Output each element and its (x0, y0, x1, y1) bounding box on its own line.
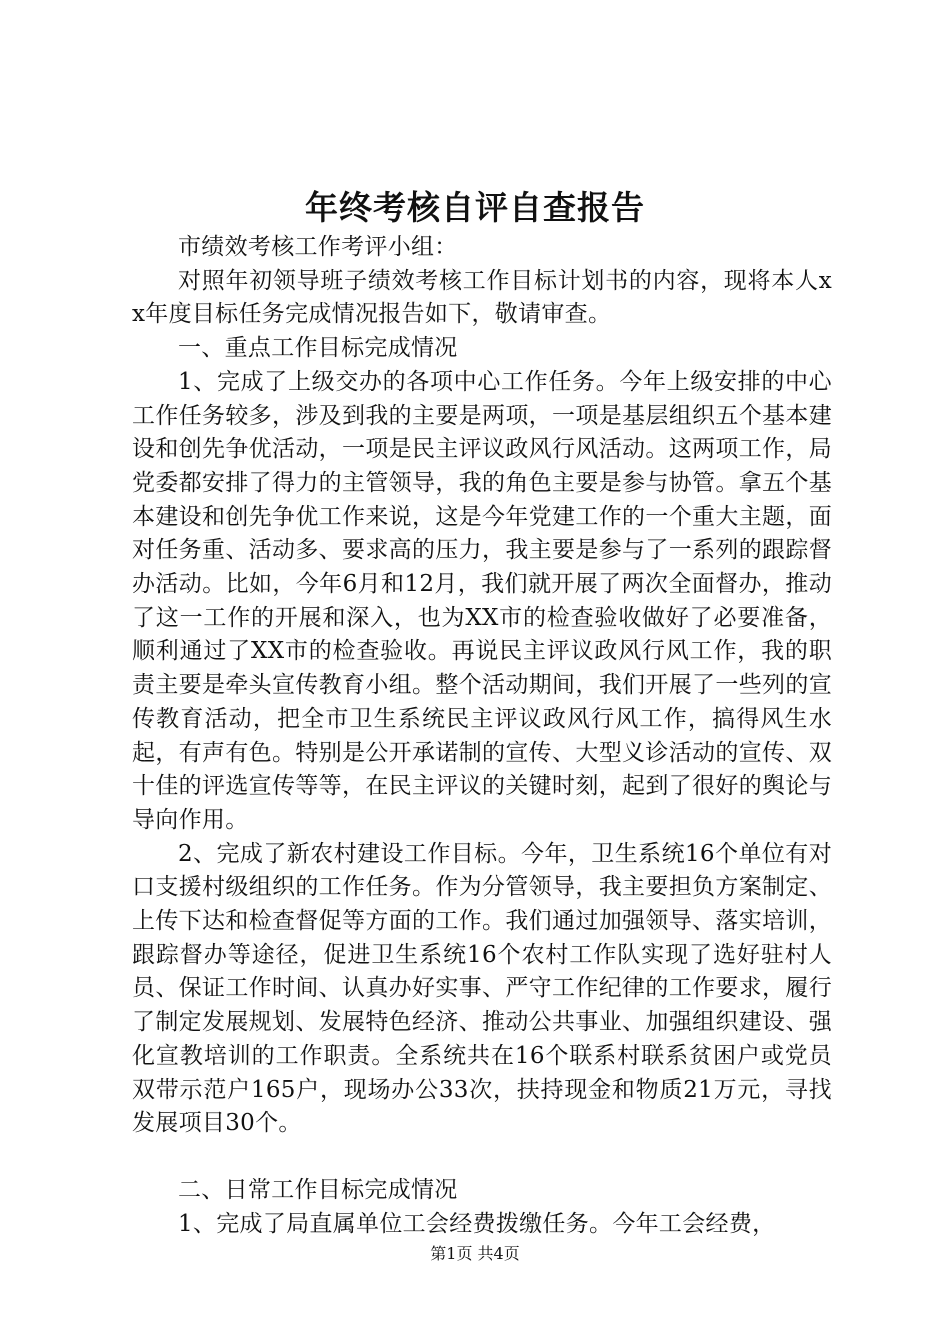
salutation-paragraph: 市绩效考核工作考评小组： (178, 234, 458, 260)
body-paragraph: 1、完成了上级交办的各项中心工作任务。今年上级安排的中心工作任务较多，涉及到我的主要是两项，一项是基层组织五个基本建设和创先争优活动，一项是民主评议政风行风活动。这两项工作，局党委都安排了得力的主管领导，我的角色主要是参与协管。拿五个基本建设和创先争优工作来说，这是今年党建工作的一个重大主题，面对任务重、活动多、要求高的压力，我主要是参与了一系列的跟踪督办活动。比如，今年6月和12月，我们就开展了两次全面督办，推动了这一工作的开展和深入，也为XX市的检查验收做好了必要准备，顺利通过了XX市的检查验收。再说民主评议政风行风工作，我的职责主要是牵头宣传教育小组。整个活动期间，我们开展了一些列的宣传教育活动，把全市卫生系统民主评议政风行风工作，搞得风生水起，有声有色。特别是公开承诺制的宣传、大型义诊活动的宣传、双十佳的评选宣传等等，在民主评议的关键时刻，起到了很好的舆论与导向作用。 (132, 368, 832, 833)
section-heading-key-work: 一、重点工作目标完成情况 (178, 335, 458, 362)
body-paragraph: 2、完成了新农村建设工作目标。今年，卫生系统16个单位有对口支援村级组织的工作任务。作为分管领导，我主要担负方案制定、上传下达和检查督促等方面的工作。我们通过加强领导、落实培训，跟踪督办等途径，促进卫生系统16个农村工作队实现了选好驻村人员、保证工作时间、认真办好实事、严守工作纪律的工作要求，履行了制定发展规划、发展特色经济、推动公共事业、加强组织建设、强化宣教培训的工作职责。全系统共在16个联系村联系贫困户或党员双带示范户165户，现场办公33次，扶持现金和物质21万元，寻找发展项目30个。 (132, 840, 832, 1137)
page-number-footer: 第1页 共4页 (430, 1244, 520, 1263)
body-paragraph: 1、完成了局直属单位工会经费拨缴任务。今年工会经费， (178, 1210, 776, 1237)
document-body (132, 231, 832, 1241)
document-title: 年终考核自评自查报告 (305, 188, 645, 227)
intro-paragraph: 对照年初领导班子绩效考核工作目标计划书的内容，现将本人xx年度目标任务完成情况报告如下，敬请审查。 (132, 267, 832, 328)
section-heading-daily-work: 二、日常工作目标完成情况 (178, 1176, 458, 1203)
